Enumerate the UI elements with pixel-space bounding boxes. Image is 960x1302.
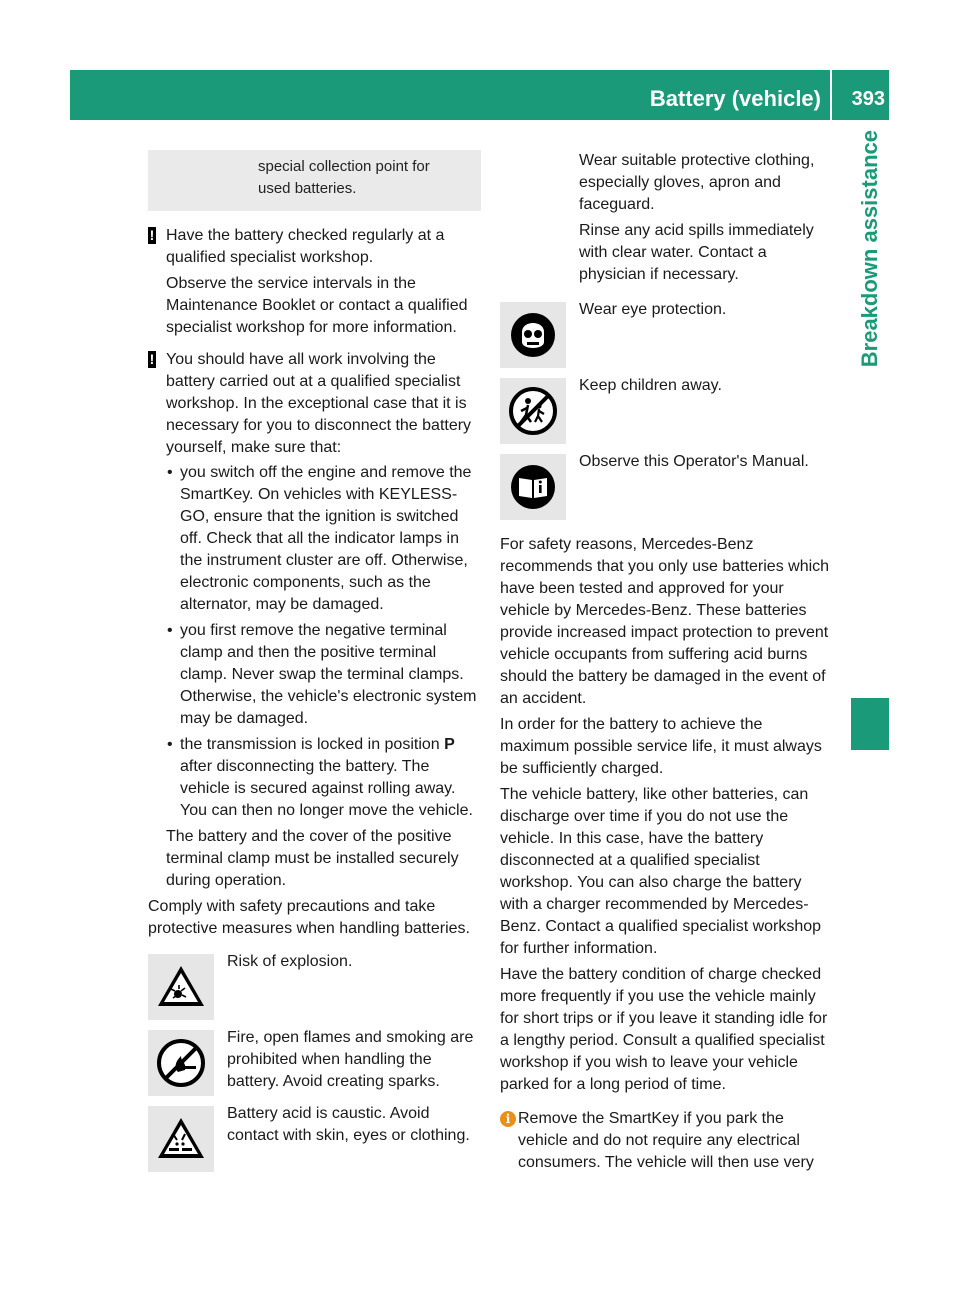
precaution-list	[148, 462, 481, 822]
warning-closing: The battery and the cover of the positive terminal clamp must be installed securely during operation.	[166, 828, 459, 889]
chapter-label: Breakdown assistance	[857, 130, 882, 368]
warning-text: Have the battery checked regularly at a qualified specialist workshop.	[166, 227, 445, 266]
symbol-text: Battery acid is caustic. Avoid contact with skin, eyes or clothing.	[227, 1105, 470, 1144]
gear-position: P	[444, 736, 455, 753]
environment-note	[148, 150, 481, 211]
note-line-2: used batteries.	[258, 180, 357, 197]
symbol-text: Risk of explosion.	[227, 953, 353, 970]
paragraph: Have the battery condition of charge checked more frequently if you use the vehicle mainly for short trips or if you leave it standing idle for a lengthy period. Consult a qualified specialist workshop if you wish to leave your vehicle parked for a long period of time.	[500, 966, 828, 1093]
list-item-text: the transmission is locked in position	[180, 736, 445, 753]
right-column	[500, 150, 834, 1174]
warning-icon: !	[149, 227, 155, 243]
explosion-hazard-icon	[148, 954, 214, 1020]
keep-children-away-icon	[500, 378, 566, 444]
list-item-text: after disconnecting the battery. The vehicle is secured against rolling away. You can then no longer move the vehicle.	[180, 758, 473, 819]
symbol-row	[500, 302, 834, 368]
protective-clothing-text	[500, 150, 834, 286]
page-header	[70, 70, 889, 120]
symbol-list	[500, 302, 834, 520]
page-number: 393	[851, 88, 885, 110]
paragraph: The vehicle battery, like other batteries, can discharge over time if you do not use the vehicle. In this case, have the battery disconnected at a qualified specialist workshop. You can also charge the battery with a charger recommended by Mercedes-Benz. Contact a qualified specialist workshop for further information.	[500, 786, 822, 957]
warning-text: You should have all work involving the battery carried out at a qualified specialist workshop. In the exceptional case that it is necessary for you to disconnect the battery yourself, make sure that:	[166, 351, 472, 456]
warning-icon: !	[149, 351, 155, 367]
chapter-marker	[851, 698, 889, 750]
symbol-text: Fire, open flames and smoking are prohibited when handling the battery. Avoid creating sparks.	[227, 1029, 474, 1090]
symbol-text: Wear eye protection.	[579, 301, 727, 318]
symbol-row	[148, 954, 481, 1020]
paragraph: For safety reasons, Mercedes-Benz recommends that you only use batteries which have been tested and approved for your vehicle by Mercedes-Benz. These batteries provide increased impact protection to prevent vehicle occupants from suffering acid burns should the battery be damaged in the event of an accident.	[500, 536, 830, 707]
note-line-1: special collection point for	[258, 158, 430, 175]
chapter-tab	[851, 130, 889, 750]
info-text: Remove the SmartKey if you park the vehicle and do not require any electrical consumers. The vehicle will then use very	[518, 1110, 814, 1171]
header-divider	[830, 70, 832, 120]
safety-intro: Comply with safety precautions and take protective measures when handling batteries.	[148, 898, 470, 937]
warning-subtext: Observe the service intervals in the Maintenance Booklet or contact a qualified specialist workshop for more information.	[166, 275, 468, 336]
symbol-text: Observe this Operator's Manual.	[579, 453, 809, 470]
info-note	[500, 1108, 834, 1174]
list-item: • you first remove the negative terminal clamp and then the positive terminal clamp. Never swap the terminal clamps. Otherwise, the vehicle's electronic system may be damaged.	[180, 620, 481, 730]
operators-manual-icon	[500, 454, 566, 520]
warning-battery-check	[148, 225, 481, 269]
symbol-row	[148, 1030, 481, 1096]
section-title: Battery (vehicle)	[649, 86, 821, 111]
no-flames-icon	[148, 1030, 214, 1096]
symbol-row	[148, 1106, 481, 1172]
paragraph: Rinse any acid spills immediately with clear water. Contact a physician if necessary.	[579, 222, 814, 283]
info-icon: i	[500, 1111, 516, 1127]
list-item	[180, 734, 481, 822]
warning-battery-work	[148, 349, 481, 459]
symbol-list	[148, 954, 481, 1172]
eye-protection-icon	[500, 302, 566, 368]
list-item: • you switch off the engine and remove the SmartKey. On vehicles with KEYLESS-GO, ensure that the ignition is switched off. Check that all the indicator lamps in the instrument cluster are off. Otherwise, electronic components, such as the alternator, may be damaged.	[180, 462, 481, 616]
symbol-row	[500, 378, 834, 444]
symbol-text: Keep children away.	[579, 377, 722, 394]
paragraph: In order for the battery to achieve the maximum possible service life, it must always be sufficiently charged.	[500, 716, 822, 777]
corrosive-icon	[148, 1106, 214, 1172]
left-column	[148, 150, 481, 1182]
paragraph: Wear suitable protective clothing, especially gloves, apron and faceguard.	[579, 152, 815, 213]
symbol-row	[500, 454, 834, 520]
